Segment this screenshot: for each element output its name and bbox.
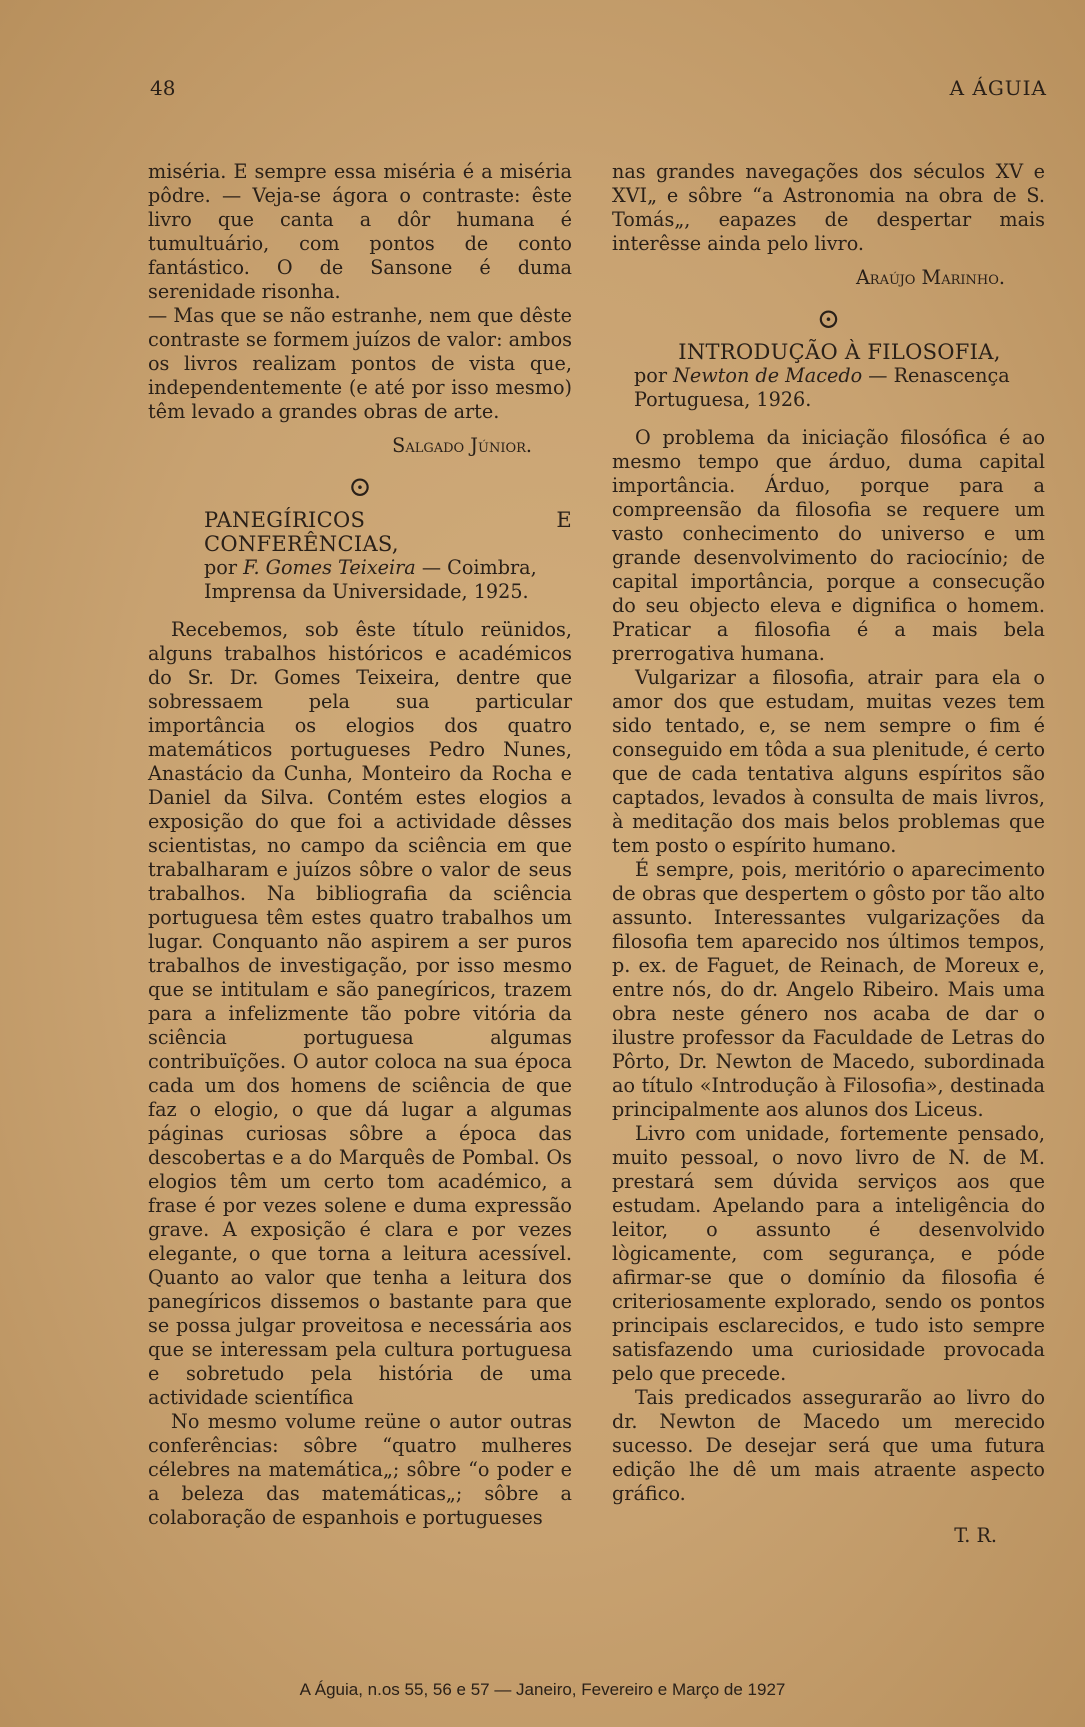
review-author: Newton de Macedo bbox=[673, 364, 863, 387]
page-footer: A Águia, n.os 55, 56 e 57 — Janeiro, Fevereiro e Março de 1927 bbox=[299, 1680, 786, 1699]
paragraph: Vulgarizar a filosofia, atrair para ela o amor dos que estudam, muitas vezes tem sido tentado, e, se nem sempre o fim é conseguido em tôda a sua plenitude, é certo que de cada tentativa alguns espíritos são captados, levados à consulta de mais livros, à meditação dos mais belos problemas que tem posto o espírito humano. bbox=[612, 666, 1045, 857]
paragraph: Tais predicados assegurarão ao livro do dr. Newton de Macedo um merecido sucesso. De desejar será que uma futura edição lhe dê um mais atraente aspecto gráfico. bbox=[612, 1386, 1045, 1505]
paragraph: Livro com unidade, fortemente pensado, muito pessoal, o novo livro de N. de M. prestará sem dúvida serviços aos que estudam. Apelando para a inteligência do leitor, o assunto é desenvolvido lògicamente, com segurança, e póde afirmar-se que o domínio da filosofia é criteriosamente explorado, sendo os pontos principais esclarecidos, e tudo isto sempre satisfazendo uma curiosidade provocada pelo que precede. bbox=[612, 1122, 1045, 1385]
paragraph: No mesmo volume reüne o autor outras conferências: sôbre “quatro mulheres célebres na matemática„; sôbre “o poder e a beleza das matemáticas„; sôbre a colaboração de espanhois e portugueses bbox=[148, 1410, 572, 1529]
left-column bbox=[148, 160, 572, 1530]
review-publisher: — Renascença Portuguesa, 1926. bbox=[634, 364, 1010, 411]
paragraph: O problema da iniciação filosófica é ao mesmo tempo que árduo, duma capital importância. Árduo, porque para a compreensão da filosofia se requere um vasto conhecimento do universo e um grande desenvolvimento do raciocínio; de capital importância, porque a consecução do seu objecto eleva e dignifica o homem. Praticar a filosofia é a mais bela prerrogativa humana. bbox=[612, 426, 1045, 665]
paragraph: — Mas que se não estranhe, nem que dêste contraste se formem juízos de valor: ambos os livros realizam pontos de vista que, independentemente (e até por isso mesmo) têm levado a grandes obras de arte. bbox=[148, 304, 572, 423]
running-title: A ÁGUIA bbox=[949, 76, 1047, 100]
paragraph: É sempre, pois, meritório o aparecimento de obras que despertem o gôsto por tão alto assunto. Interessantes vulgarizações da filosofia tem aparecido nos últimos tempos, p. ex. de Faguet, de Reinach, de Moreux e, entre nós, do dr. Angelo Ribeiro. Mais uma obra neste género nos acaba de dar o ilustre professor da Faculdade de Letras do Pôrto, Dr. Newton de Macedo, subordinada ao título «Introdução à Filosofia», destinada principalmente aos alunos dos Liceus. bbox=[612, 858, 1045, 1121]
review-signature: Araújo Marinho. bbox=[855, 266, 1005, 289]
review-title: PANEGÍRICOS E CONFERÊNCIAS, bbox=[204, 508, 572, 556]
review-signature: T. R. bbox=[954, 1524, 997, 1547]
continuation-paragraph: nas grandes navegações dos séculos XV e XVI„ e sôbre “a Astronomia na obra de S. Tomás„, eapazes de despertar mais interêsse ainda pelo livro. bbox=[612, 160, 1045, 255]
review-heading bbox=[148, 508, 572, 604]
review-publisher: — Coimbra, Imprensa da Universidade, 1925. bbox=[204, 556, 537, 603]
page-number: 48 bbox=[150, 76, 176, 100]
review-signature: Salgado Júnior. bbox=[392, 434, 532, 457]
section-divider-icon: ⊙ bbox=[816, 302, 841, 335]
review-heading bbox=[612, 340, 1045, 412]
page-header bbox=[150, 76, 1047, 106]
section-divider-icon: ⊙ bbox=[348, 470, 372, 503]
review-title: INTRODUÇÃO À FILOSOFIA, bbox=[678, 340, 1001, 364]
right-column bbox=[612, 160, 1045, 1548]
review-by: por bbox=[204, 556, 238, 579]
review-author: F. Gomes Teixeira bbox=[243, 556, 416, 579]
review-by: por bbox=[634, 364, 668, 387]
paragraph: Recebemos, sob êste título reünidos, alguns trabalhos históricos e académicos do Sr. Dr. Gomes Teixeira, dentre que sobressaem pela sua particular importância os elogios dos quatro matemáticos portugueses Pedro Nunes, Anastácio da Cunha, Monteiro da Rocha e Daniel da Silva. Contém estes elogios a exposição do que foi a actividade dêsses scientistas, no campo da sciência em que trabalharam e juízos sôbre o valor de seus trabalhos. Na bibliografia da sciência portuguesa têm estes quatro trabalhos um lugar. Conquanto não aspirem a ser puros trabalhos de investigação, por isso mesmo que se intitulam e são panegíricos, trazem para a infelizmente tão pobre vitória da sciência portuguesa algumas contribuïções. O autor coloca na sua época cada um dos homens de sciência de que faz o elogio, o que dá lugar a algumas páginas curiosas sôbre a época das descobertas e a do Marquês de Pombal. Os elogios têm um certo tom académico, a frase é por vezes solene e duma expressão grave. A exposição é clara e por vezes elegante, o que torna a leitura acessível. Quanto ao valor que tenha a leitura dos panegíricos dissemos o bastante para que se possa julgar proveitosa e necessária aos que se interessam pela cultura portuguesa e sobretudo pela história de uma actividade scientífica bbox=[148, 618, 572, 1409]
opening-paragraph: miséria. E sempre essa miséria é a miséria pôdre. — Veja-se ágora o contraste: êste livro que canta a dôr humana é tumultuário, com pontos de conto fantástico. O de Sansone é duma serenidade risonha. bbox=[148, 160, 572, 303]
